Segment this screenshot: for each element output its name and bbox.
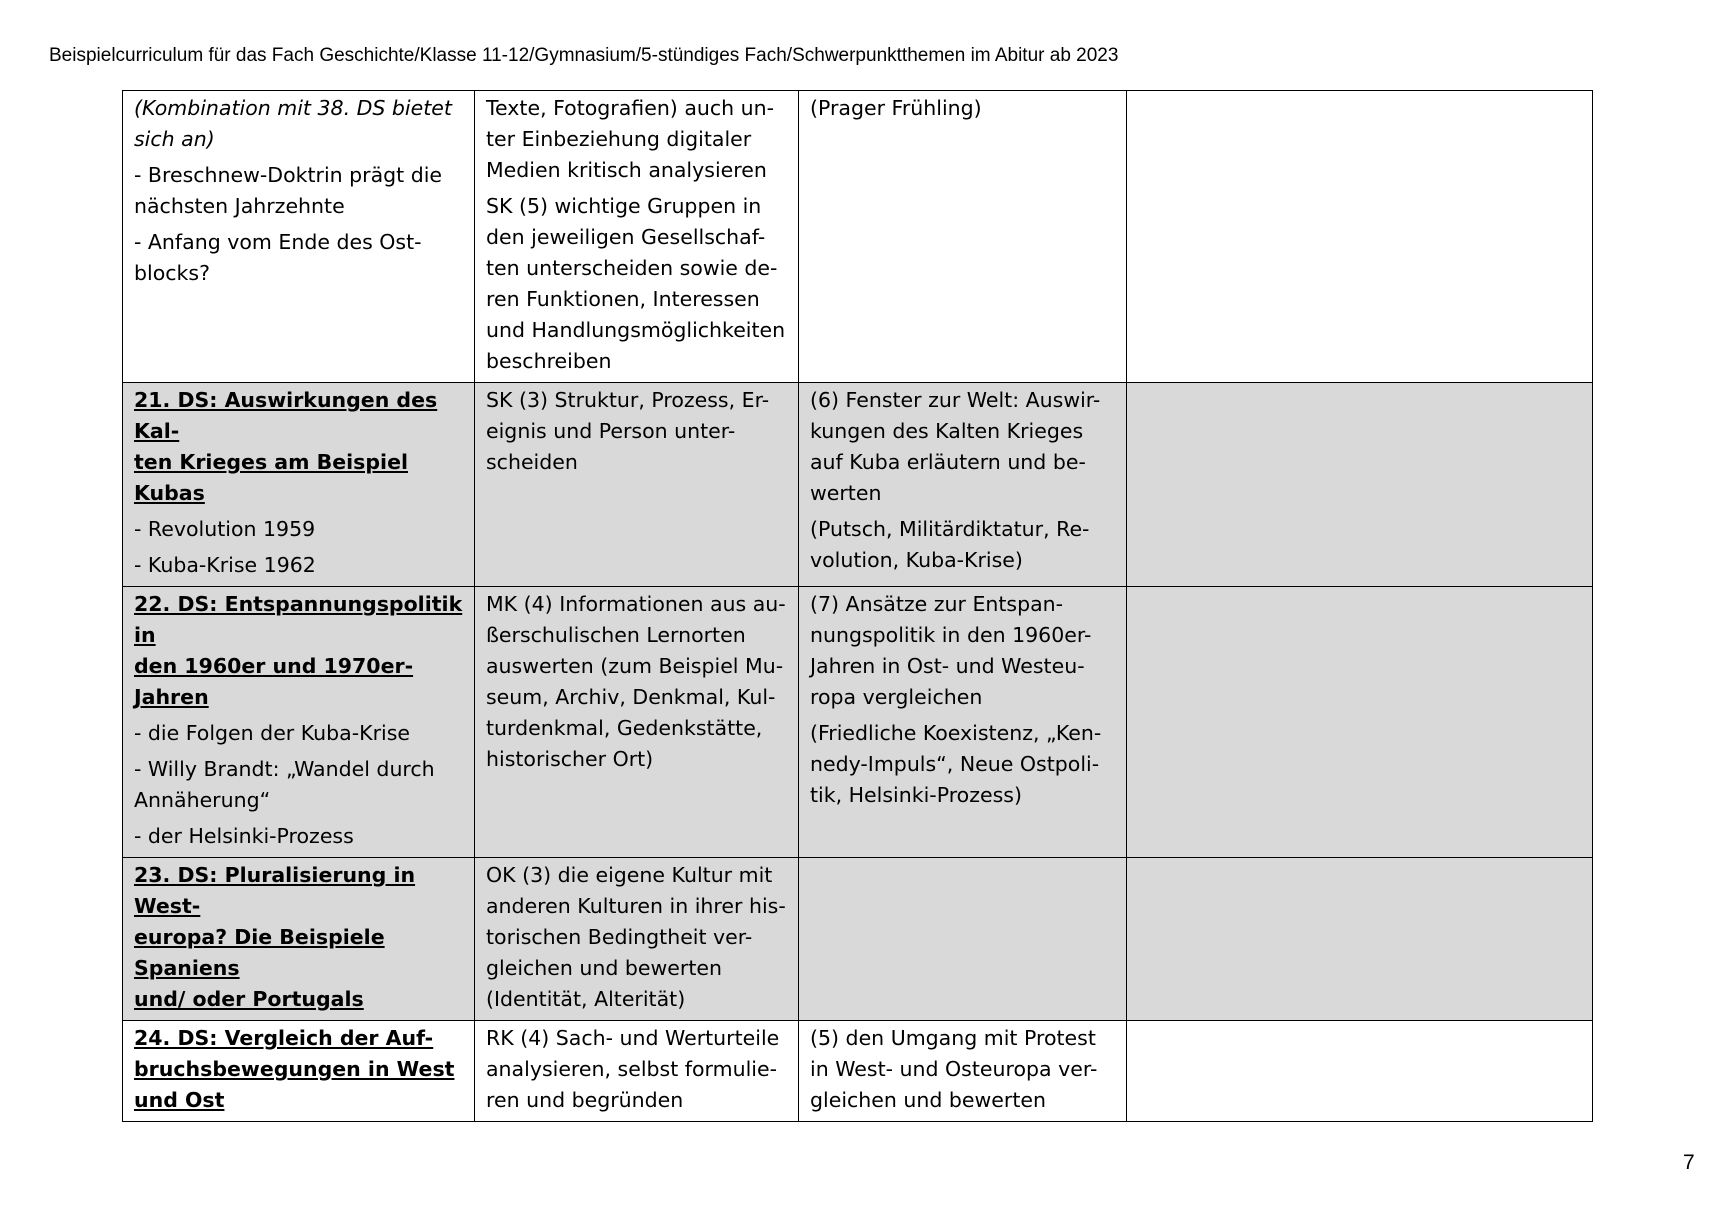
text-line: ßerschulischen Lernorten [486,623,746,647]
text-line: sich an) [134,127,215,151]
table-row [123,1021,1593,1122]
topic-cell [123,587,475,858]
text-line: (Kombination mit 38. DS bietet [134,96,452,120]
competence-cell [475,858,799,1021]
topic-title [134,385,464,509]
content-cell [799,858,1127,1021]
topic-bullet [134,550,464,581]
text-line: (5) den Umgang mit Protest [810,1026,1096,1050]
topic-cell [123,383,475,587]
notes-cell [1127,1021,1593,1122]
content-text [810,385,1116,509]
topic-bullet [134,754,464,816]
text-line: anderen Kulturen in ihrer his- [486,894,786,918]
text-line: 21. DS: Auswirkungen des Kal- [134,388,438,443]
text-line: - Willy Brandt: „Wandel durch [134,757,435,781]
table-row [123,383,1593,587]
text-line: (Putsch, Militärdiktatur, Re- [810,517,1090,541]
text-line: ren und begründen [486,1088,684,1112]
content-cell [799,91,1127,383]
competence-text [486,385,788,478]
notes-cell [1127,383,1593,587]
table-row [123,858,1593,1021]
topic-title [134,860,464,1015]
text-line: scheiden [486,450,578,474]
topic-bullet [134,514,464,545]
notes-cell [1127,858,1593,1021]
notes-cell [1127,91,1593,383]
text-line: 24. DS: Vergleich der Auf- [134,1026,434,1050]
text-line: und Ost [134,1088,225,1112]
competence-text [486,1023,788,1116]
text-line: den 1960er und 1970er-Jahren [134,654,414,709]
text-line: tik, Helsinki-Prozess) [810,783,1022,807]
text-line: 23. DS: Pluralisierung in West- [134,863,416,918]
combination-note [134,93,464,155]
text-line: seum, Archiv, Denkmal, Kul- [486,685,776,709]
content-text [810,589,1116,713]
text-line: werten [810,481,882,505]
text-line: ter Einbeziehung digitaler [486,127,752,151]
topic-bullet [134,227,464,289]
text-line: - Anfang vom Ende des Ost- [134,230,422,254]
topic-cell [123,858,475,1021]
text-line: - Revolution 1959 [134,517,316,541]
content-text [810,93,1116,124]
text-line: volution, Kuba-Krise) [810,548,1023,572]
topic-title [134,1023,464,1116]
curriculum-table [122,90,1593,1122]
competence-text [486,860,788,1015]
topic-cell [123,1021,475,1122]
text-line: den jeweiligen Gesellschaf- [486,225,766,249]
topic-bullet [134,718,464,749]
text-line: nächsten Jahrzehnte [134,194,345,218]
text-line: auf Kuba erläutern und be- [810,450,1086,474]
text-line: RK (4) Sach- und Werturteile [486,1026,780,1050]
page-header: Beispielcurriculum für das Fach Geschichte/Klasse 11-12/Gymnasium/5-stündiges Fach/Schwerpunktthemen im Abitur ab 2023 [49,45,1119,66]
text-line: gleichen und bewerten [810,1088,1046,1112]
competence-text [486,589,788,775]
text-line: - die Folgen der Kuba-Krise [134,721,410,745]
content-cell [799,1021,1127,1122]
competence-cell [475,1021,799,1122]
content-text [810,718,1116,811]
competence-text [486,191,788,377]
text-line: beschreiben [486,349,612,373]
text-line: - Breschnew-Doktrin prägt die [134,163,443,187]
competence-cell [475,91,799,383]
text-line: und Handlungsmöglichkeiten [486,318,786,342]
text-line: europa? Die Beispiele Spaniens [134,925,385,980]
text-line: historischer Ort) [486,747,654,771]
text-line: MK (4) Informationen aus au- [486,592,786,616]
topic-cell [123,91,475,383]
table-body [123,91,1593,1122]
content-text [810,514,1116,576]
competence-cell [475,587,799,858]
text-line: blocks? [134,261,210,285]
text-line: ropa vergleichen [810,685,983,709]
notes-cell [1127,587,1593,858]
text-line: SK (3) Struktur, Prozess, Er- [486,388,770,412]
text-line: Annäherung“ [134,788,271,812]
table-row [123,587,1593,858]
content-cell [799,383,1127,587]
content-cell [799,587,1127,858]
text-line: - der Helsinki-Prozess [134,824,354,848]
competence-text [486,93,788,186]
text-line: SK (5) wichtige Gruppen in [486,194,762,218]
topic-title [134,589,464,713]
table-row [123,91,1593,383]
text-line: kungen des Kalten Krieges [810,419,1084,443]
text-line: (7) Ansätze zur Entspan- [810,592,1064,616]
text-line: (Identität, Alterität) [486,987,686,1011]
text-line: eignis und Person unter- [486,419,736,443]
text-line: - Kuba-Krise 1962 [134,553,316,577]
text-line: Texte, Fotografien) auch un- [486,96,775,120]
text-line: analysieren, selbst formulie- [486,1057,777,1081]
topic-bullet [134,160,464,222]
text-line: ren Funktionen, Interessen [486,287,760,311]
topic-bullet [134,821,464,852]
content-text [810,1023,1116,1116]
text-line: turdenkmal, Gedenkstätte, [486,716,763,740]
text-line: gleichen und bewerten [486,956,722,980]
text-line: (Friedliche Koexistenz, „Ken- [810,721,1102,745]
page-number: 7 [1683,1151,1695,1174]
text-line: torischen Bedingtheit ver- [486,925,753,949]
text-line: OK (3) die eigene Kultur mit [486,863,773,887]
text-line: bruchsbewegungen in West [134,1057,455,1081]
text-line: 22. DS: Entspannungspolitik in [134,592,463,647]
text-line: Jahren in Ost- und Westeu- [810,654,1085,678]
text-line: in West- und Osteuropa ver- [810,1057,1098,1081]
text-line: (Prager Frühling) [810,96,982,120]
text-line: Medien kritisch analysieren [486,158,767,182]
text-line: nungspolitik in den 1960er- [810,623,1092,647]
text-line: ten unterscheiden sowie de- [486,256,778,280]
text-line: auswerten (zum Beispiel Mu- [486,654,784,678]
text-line: nedy-Impuls“, Neue Ostpoli- [810,752,1100,776]
text-line: und/ oder Portugals [134,987,364,1011]
competence-cell [475,383,799,587]
text-line: ten Krieges am Beispiel Kubas [134,450,408,505]
text-line: (6) Fenster zur Welt: Auswir- [810,388,1101,412]
